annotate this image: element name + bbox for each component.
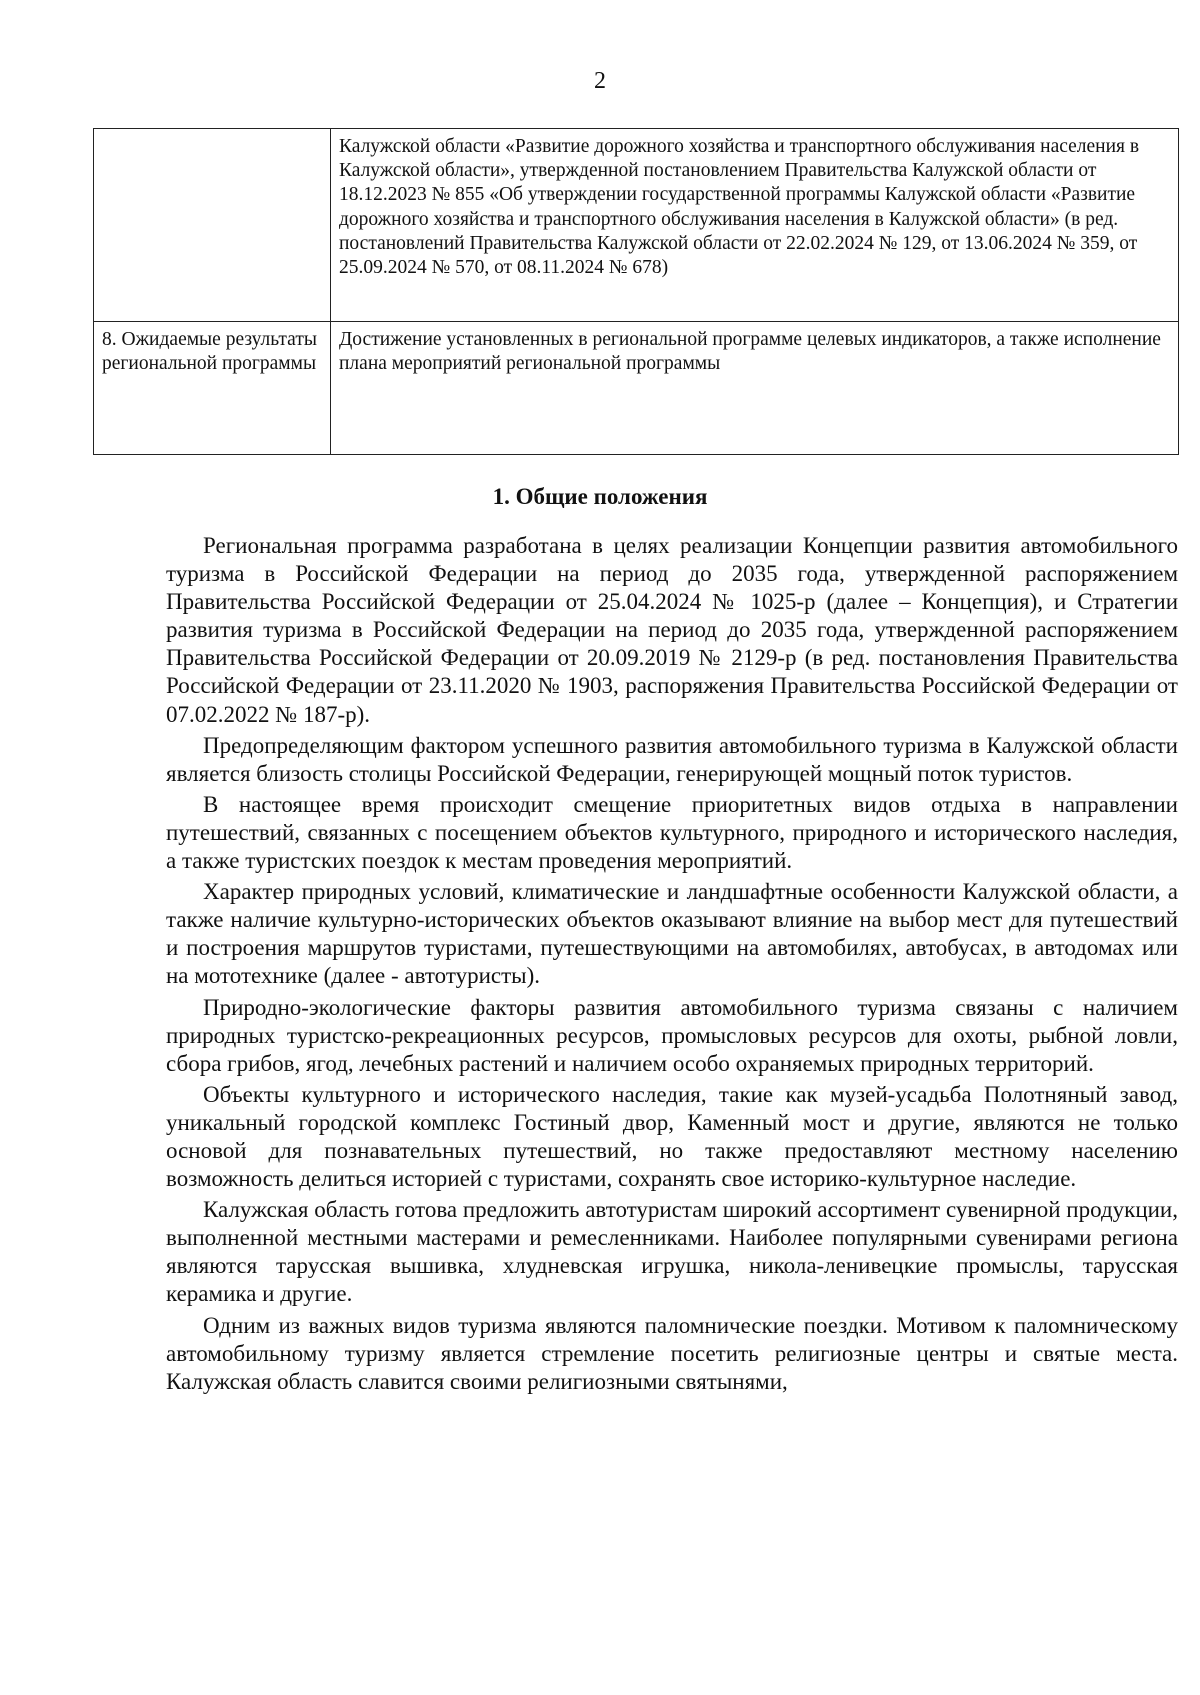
table-row	[94, 129, 1179, 322]
table-cell-label	[94, 129, 331, 322]
paragraph: Характер природных условий, климатические и ландшафтные особенности Калужской области, а также наличие культурно-исторических объектов оказывают влияние на выбор мест для путешествий и построения маршрутов туристами, путешествующими на автомобилях, автобусах, в автодомах или на мототехнике (далее - автотуристы).	[166, 879, 1178, 989]
paragraph: В настоящее время происходит смещение приоритетных видов отдыха в направлении путешествий, связанных с посещением объектов культурного, природного и исторического наследия, а также туристских поездок к местам проведения мероприятий.	[166, 791, 1178, 874]
paragraph: Одним из важных видов туризма являются паломнические поездки. Мотивом к паломническому автомобильному туризму является стремление посетить религиозные центры и святые места. Калужская область славится своими религиозными святынями,	[166, 1312, 1178, 1394]
paragraph: Калужская область готова предложить автотуристам широкий ассортимент сувенирной продукции, выполненной местными мастерами и ремесленниками. Наиболее популярными сувенирами региона являются тарусская вышивка, хлудневская игрушка, никола-ленивецкие промыслы, тарусская керамика и другие.	[166, 1197, 1178, 1307]
paragraph: Объекты культурного и исторического наследия, такие как музей-усадьба Полотняный завод, уникальный городской комплекс Гостиный двор, Каменный мост и другие, являются не только основой для познавательных путешествий, но также предоставляют местному населению возможность делиться историей с туристами, сохранять свое историко-культурное наследие.	[166, 1081, 1178, 1192]
page-number: 2	[594, 68, 606, 94]
paragraph: Предопределяющим фактором успешного развития автомобильного туризма в Калужской области является близость столицы Российской Федерации, генерирующей мощный поток туристов.	[166, 732, 1178, 786]
table-cell-content: Достижение установленных в региональной программе целевых индикаторов, а также исполнение плана мероприятий региональной программы	[331, 322, 1179, 455]
table-cell-label: 8. Ожидаемые результаты региональной программы	[94, 322, 331, 455]
section-title: 1. Общие положения	[492, 484, 708, 509]
paragraph: Региональная программа разработана в целях реализации Концепции развития автомобильного туризма в Российской Федерации на период до 2035 года, утвержденной распоряжением Правительства Российской Федерации от 25.04.2024 № 1025-р (далее – Концепция), и Стратегии развития туризма в Российской Федерации на период до 2035 года, утвержденной распоряжением Правительства Российской Федерации от 20.09.2019 № 2129-р (в ред. постановления Правительства Российской Федерации от 23.11.2020 № 1903, распоряжения Правительства Российской Федерации от 07.02.2022 № 187-р).	[166, 533, 1178, 727]
section-body	[166, 532, 1178, 1399]
program-passport-table	[93, 128, 1179, 455]
paragraph: Природно-экологические факторы развития автомобильного туризма связаны с наличием природных туристско-рекреационных ресурсов, промысловых ресурсов для охоты, рыбной ловли, сбора грибов, ягод, лечебных растений и наличием особо охраняемых природных территорий.	[166, 994, 1178, 1076]
table-cell-content: Калужской области «Развитие дорожного хозяйства и транспортного обслуживания населения в Калужской области», утвержденной постановлением Правительства Калужской области от 18.12.2023 № 855 «Об утверждении государственной программы Калужской области «Развитие дорожного хозяйства и транспортного обслуживания населения в Калужской области» (в ред. постановлений Правительства Калужской области от 22.02.2024 № 129, от 13.06.2024 № 359, от 25.09.2024 № 570, от 08.11.2024 № 678)	[331, 129, 1179, 322]
table-row	[94, 322, 1179, 455]
